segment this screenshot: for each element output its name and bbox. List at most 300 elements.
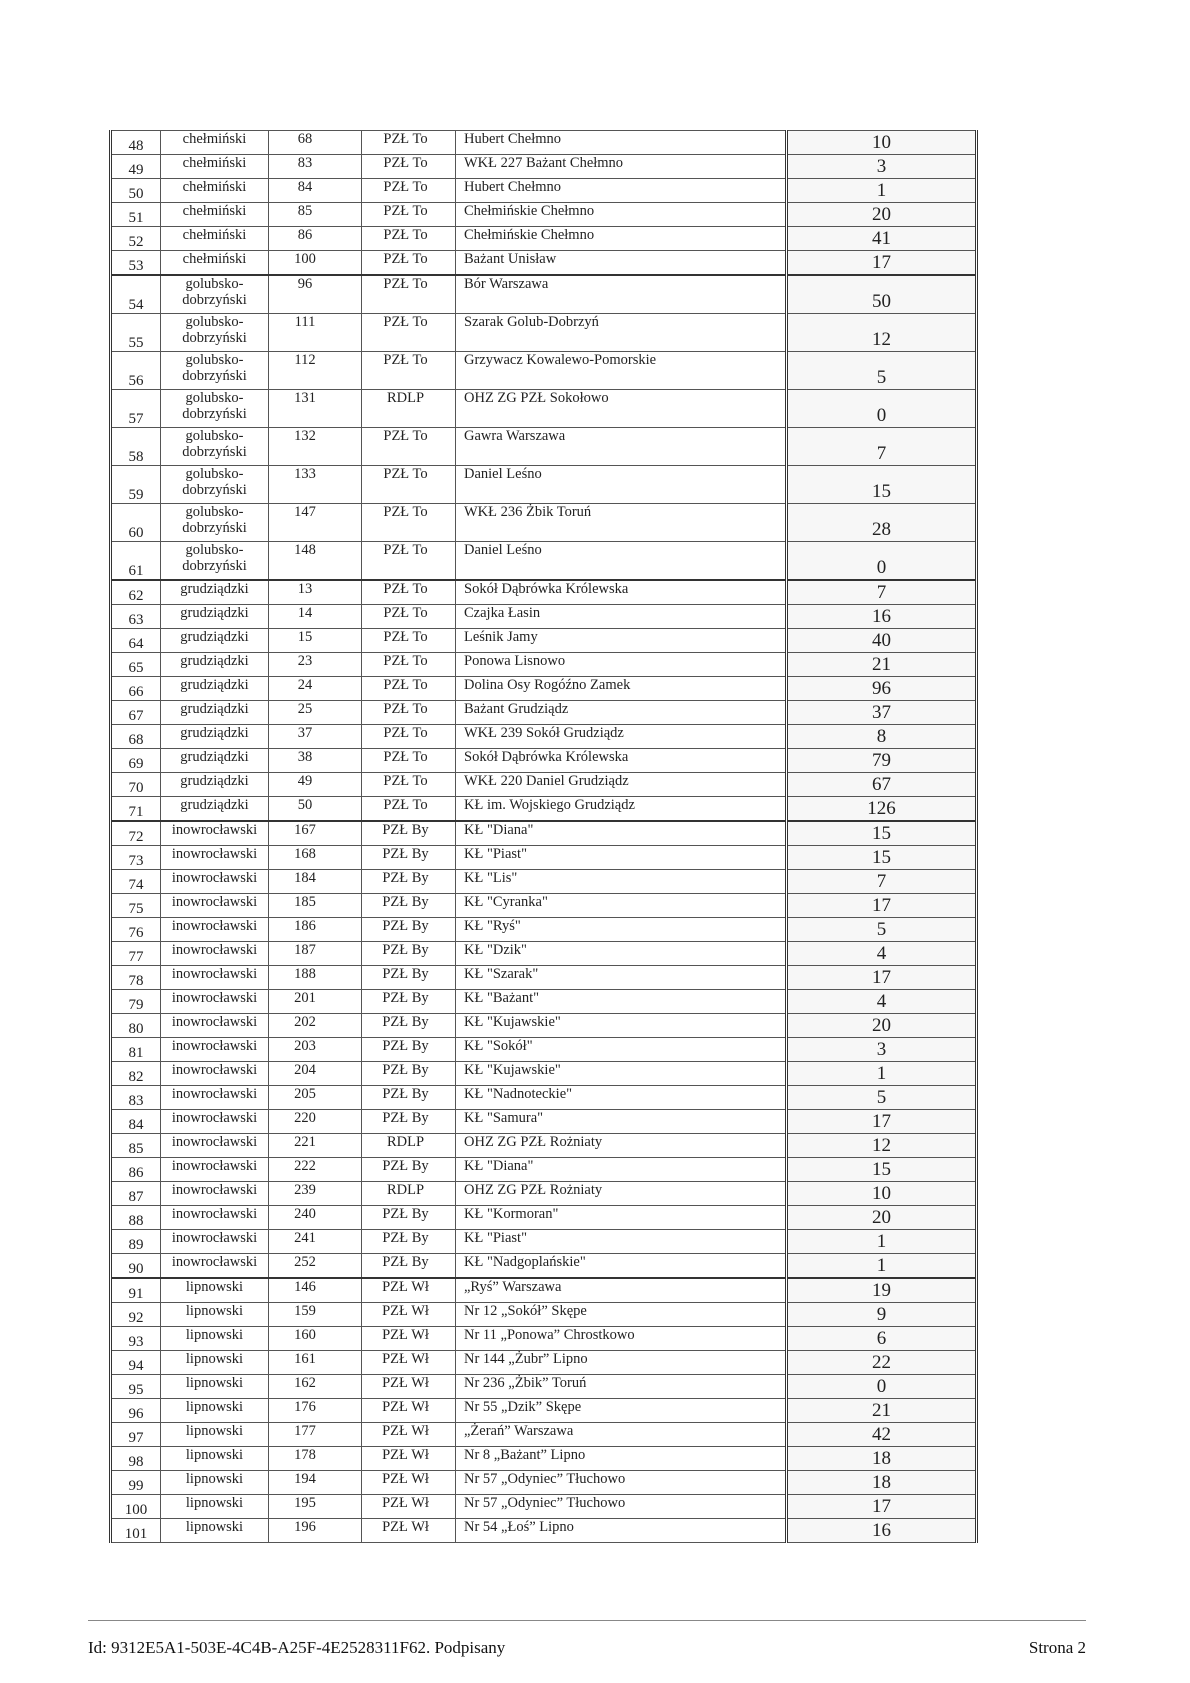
hunting-club-cell: Nr 144 „Żubr” Lipno [456, 1351, 787, 1375]
managing-org-cell: PZŁ By [362, 1254, 456, 1279]
table-row [111, 1014, 977, 1038]
row-number-cell: 79 [111, 990, 161, 1014]
managing-org-cell: PZŁ To [362, 701, 456, 725]
county-cell: chełmiński [161, 131, 269, 155]
district-number-cell: 194 [269, 1471, 362, 1495]
value-cell: 5 [787, 1086, 977, 1110]
table-row [111, 918, 977, 942]
county-cell: grudziądzki [161, 629, 269, 653]
managing-org-cell: PZŁ To [362, 428, 456, 466]
district-number-cell: 177 [269, 1423, 362, 1447]
table-row [111, 653, 977, 677]
row-number-cell: 84 [111, 1110, 161, 1134]
hunting-club-cell: KŁ "Samura" [456, 1110, 787, 1134]
district-number-cell: 68 [269, 131, 362, 155]
table-row [111, 131, 977, 155]
hunting-club-cell: OHZ ZG PZŁ Rożniaty [456, 1182, 787, 1206]
table-row [111, 1423, 977, 1447]
table-row [111, 1519, 977, 1543]
managing-org-cell: PZŁ By [362, 846, 456, 870]
county-cell: grudziądzki [161, 580, 269, 605]
county-cell: grudziądzki [161, 701, 269, 725]
value-cell: 1 [787, 1062, 977, 1086]
row-number-cell: 91 [111, 1278, 161, 1303]
district-number-cell: 112 [269, 352, 362, 390]
row-number-cell: 58 [111, 428, 161, 466]
table-row [111, 966, 977, 990]
managing-org-cell: RDLP [362, 1134, 456, 1158]
row-number-cell: 54 [111, 275, 161, 314]
managing-org-cell: PZŁ Wł [362, 1423, 456, 1447]
managing-org-cell: PZŁ To [362, 203, 456, 227]
managing-org-cell: PZŁ Wł [362, 1303, 456, 1327]
value-cell: 21 [787, 1399, 977, 1423]
hunting-club-cell: Daniel Leśno [456, 542, 787, 581]
county-cell: lipnowski [161, 1399, 269, 1423]
hunting-club-cell: Chełmińskie Chełmno [456, 227, 787, 251]
hunting-club-cell: WKŁ 227 Bażant Chełmno [456, 155, 787, 179]
county-cell: chełmiński [161, 155, 269, 179]
county-cell: golubsko-dobrzyński [161, 504, 269, 542]
district-number-cell: 49 [269, 773, 362, 797]
row-number-cell: 76 [111, 918, 161, 942]
county-cell: inowrocławski [161, 1110, 269, 1134]
row-number-cell: 64 [111, 629, 161, 653]
district-number-cell: 239 [269, 1182, 362, 1206]
hunting-club-cell: Grzywacz Kowalewo-Pomorskie [456, 352, 787, 390]
county-cell: inowrocławski [161, 1230, 269, 1254]
value-cell: 4 [787, 990, 977, 1014]
value-cell: 10 [787, 1182, 977, 1206]
county-cell: chełmiński [161, 251, 269, 276]
district-number-cell: 132 [269, 428, 362, 466]
county-cell: inowrocławski [161, 1038, 269, 1062]
district-number-cell: 133 [269, 466, 362, 504]
table-row [111, 894, 977, 918]
district-number-cell: 187 [269, 942, 362, 966]
managing-org-cell: PZŁ To [362, 251, 456, 276]
hunting-club-cell: KŁ "Sokół" [456, 1038, 787, 1062]
value-cell: 3 [787, 155, 977, 179]
row-number-cell: 55 [111, 314, 161, 352]
table-row [111, 773, 977, 797]
row-number-cell: 75 [111, 894, 161, 918]
managing-org-cell: PZŁ To [362, 504, 456, 542]
row-number-cell: 101 [111, 1519, 161, 1543]
managing-org-cell: PZŁ To [362, 227, 456, 251]
managing-org-cell: PZŁ Wł [362, 1375, 456, 1399]
footer-divider [88, 1620, 1086, 1621]
county-cell: inowrocławski [161, 846, 269, 870]
county-cell: inowrocławski [161, 894, 269, 918]
value-cell: 3 [787, 1038, 977, 1062]
hunting-club-cell: Nr 54 „Łoś” Lipno [456, 1519, 787, 1543]
value-cell: 7 [787, 870, 977, 894]
county-cell: grudziądzki [161, 797, 269, 822]
value-cell: 5 [787, 918, 977, 942]
managing-org-cell: PZŁ To [362, 131, 456, 155]
managing-org-cell: PZŁ To [362, 314, 456, 352]
district-number-cell: 240 [269, 1206, 362, 1230]
district-number-cell: 111 [269, 314, 362, 352]
district-number-cell: 241 [269, 1230, 362, 1254]
county-cell: inowrocławski [161, 870, 269, 894]
table-row [111, 1351, 977, 1375]
district-number-cell: 195 [269, 1495, 362, 1519]
district-number-cell: 167 [269, 821, 362, 846]
value-cell: 67 [787, 773, 977, 797]
value-cell: 50 [787, 275, 977, 314]
table-row [111, 179, 977, 203]
table-row [111, 942, 977, 966]
row-number-cell: 51 [111, 203, 161, 227]
county-cell: inowrocławski [161, 1182, 269, 1206]
table-row [111, 251, 977, 276]
table-row [111, 275, 977, 314]
managing-org-cell: PZŁ To [362, 275, 456, 314]
county-cell: inowrocławski [161, 1206, 269, 1230]
value-cell: 7 [787, 428, 977, 466]
value-cell: 19 [787, 1278, 977, 1303]
managing-org-cell: PZŁ By [362, 821, 456, 846]
managing-org-cell: PZŁ To [362, 155, 456, 179]
row-number-cell: 50 [111, 179, 161, 203]
table-row [111, 227, 977, 251]
county-cell: inowrocławski [161, 1014, 269, 1038]
value-cell: 10 [787, 131, 977, 155]
county-cell: inowrocławski [161, 821, 269, 846]
hunting-club-cell: Dolina Osy Rogóźno Zamek [456, 677, 787, 701]
hunting-club-cell: Hubert Chełmno [456, 179, 787, 203]
table-row [111, 1495, 977, 1519]
table-row [111, 352, 977, 390]
hunting-club-cell: Czajka Łasin [456, 605, 787, 629]
hunting-club-cell: Nr 55 „Dzik” Skępe [456, 1399, 787, 1423]
row-number-cell: 63 [111, 605, 161, 629]
row-number-cell: 92 [111, 1303, 161, 1327]
row-number-cell: 62 [111, 580, 161, 605]
value-cell: 4 [787, 942, 977, 966]
value-cell: 20 [787, 1206, 977, 1230]
managing-org-cell: PZŁ By [362, 870, 456, 894]
district-number-cell: 205 [269, 1086, 362, 1110]
hunting-club-cell: „Ryś” Warszawa [456, 1278, 787, 1303]
value-cell: 16 [787, 1519, 977, 1543]
table-row [111, 1375, 977, 1399]
table-row [111, 870, 977, 894]
row-number-cell: 61 [111, 542, 161, 581]
managing-org-cell: PZŁ To [362, 797, 456, 822]
managing-org-cell: PZŁ Wł [362, 1495, 456, 1519]
county-cell: grudziądzki [161, 725, 269, 749]
district-number-cell: 83 [269, 155, 362, 179]
county-cell: inowrocławski [161, 1086, 269, 1110]
hunting-club-cell: Nr 57 „Odyniec” Tłuchowo [456, 1495, 787, 1519]
county-cell: lipnowski [161, 1495, 269, 1519]
hunting-club-cell: Nr 57 „Odyniec” Tłuchowo [456, 1471, 787, 1495]
table-row [111, 390, 977, 428]
district-number-cell: 159 [269, 1303, 362, 1327]
hunting-club-cell: KŁ "Kormoran" [456, 1206, 787, 1230]
county-cell: golubsko-dobrzyński [161, 428, 269, 466]
hunting-club-cell: WKŁ 239 Sokół Grudziądz [456, 725, 787, 749]
county-cell: golubsko-dobrzyński [161, 542, 269, 581]
row-number-cell: 72 [111, 821, 161, 846]
value-cell: 5 [787, 352, 977, 390]
hunting-club-cell: KŁ "Diana" [456, 821, 787, 846]
value-cell: 0 [787, 542, 977, 581]
managing-org-cell: PZŁ To [362, 352, 456, 390]
table-row [111, 1399, 977, 1423]
hunting-club-cell: Bażant Grudziądz [456, 701, 787, 725]
county-cell: lipnowski [161, 1375, 269, 1399]
row-number-cell: 81 [111, 1038, 161, 1062]
row-number-cell: 89 [111, 1230, 161, 1254]
managing-org-cell: PZŁ Wł [362, 1278, 456, 1303]
value-cell: 20 [787, 1014, 977, 1038]
value-cell: 6 [787, 1327, 977, 1351]
district-number-cell: 15 [269, 629, 362, 653]
value-cell: 16 [787, 605, 977, 629]
value-cell: 126 [787, 797, 977, 822]
district-number-cell: 85 [269, 203, 362, 227]
managing-org-cell: PZŁ To [362, 653, 456, 677]
table-row [111, 1134, 977, 1158]
district-number-cell: 204 [269, 1062, 362, 1086]
managing-org-cell: PZŁ By [362, 1014, 456, 1038]
county-cell: inowrocławski [161, 1158, 269, 1182]
hunting-club-cell: KŁ "Bażant" [456, 990, 787, 1014]
table-row [111, 504, 977, 542]
hunting-club-cell: Nr 12 „Sokół” Skępe [456, 1303, 787, 1327]
hunting-club-cell: Sokół Dąbrówka Królewska [456, 749, 787, 773]
value-cell: 15 [787, 1158, 977, 1182]
hunting-club-cell: KŁ "Dzik" [456, 942, 787, 966]
county-cell: lipnowski [161, 1278, 269, 1303]
row-number-cell: 90 [111, 1254, 161, 1279]
row-number-cell: 94 [111, 1351, 161, 1375]
table-row [111, 990, 977, 1014]
county-cell: lipnowski [161, 1351, 269, 1375]
table-row [111, 1110, 977, 1134]
row-number-cell: 65 [111, 653, 161, 677]
managing-org-cell: PZŁ To [362, 773, 456, 797]
value-cell: 37 [787, 701, 977, 725]
county-cell: lipnowski [161, 1423, 269, 1447]
value-cell: 0 [787, 390, 977, 428]
table-row [111, 821, 977, 846]
row-number-cell: 71 [111, 797, 161, 822]
table-row [111, 677, 977, 701]
hunting-club-cell: Szarak Golub-Dobrzyń [456, 314, 787, 352]
value-cell: 17 [787, 894, 977, 918]
district-number-cell: 160 [269, 1327, 362, 1351]
district-number-cell: 196 [269, 1519, 362, 1543]
district-number-cell: 25 [269, 701, 362, 725]
county-cell: chełmiński [161, 227, 269, 251]
row-number-cell: 82 [111, 1062, 161, 1086]
value-cell: 79 [787, 749, 977, 773]
value-cell: 1 [787, 1230, 977, 1254]
district-number-cell: 13 [269, 580, 362, 605]
table-row [111, 701, 977, 725]
managing-org-cell: PZŁ To [362, 179, 456, 203]
table-row [111, 1062, 977, 1086]
hunting-club-cell: Nr 236 „Żbik” Toruń [456, 1375, 787, 1399]
hunting-club-cell: KŁ "Lis" [456, 870, 787, 894]
row-number-cell: 93 [111, 1327, 161, 1351]
district-number-cell: 252 [269, 1254, 362, 1279]
value-cell: 7 [787, 580, 977, 605]
row-number-cell: 67 [111, 701, 161, 725]
district-number-cell: 96 [269, 275, 362, 314]
table-row [111, 629, 977, 653]
county-cell: golubsko-dobrzyński [161, 275, 269, 314]
hunting-club-cell: KŁ "Nadnoteckie" [456, 1086, 787, 1110]
hunting-club-cell: KŁ "Nadgoplańskie" [456, 1254, 787, 1279]
managing-org-cell: PZŁ By [362, 1086, 456, 1110]
managing-org-cell: PZŁ Wł [362, 1399, 456, 1423]
row-number-cell: 77 [111, 942, 161, 966]
district-number-cell: 84 [269, 179, 362, 203]
county-cell: inowrocławski [161, 1134, 269, 1158]
row-number-cell: 70 [111, 773, 161, 797]
table-row [111, 725, 977, 749]
table-row [111, 314, 977, 352]
managing-org-cell: RDLP [362, 1182, 456, 1206]
table-row [111, 1327, 977, 1351]
value-cell: 8 [787, 725, 977, 749]
county-cell: inowrocławski [161, 1254, 269, 1279]
table-body [111, 131, 977, 1543]
document-id: Id: 9312E5A1-503E-4C4B-A25F-4E2528311F62. Podpisany [88, 1638, 506, 1657]
row-number-cell: 60 [111, 504, 161, 542]
hunting-club-cell: „Żerań” Warszawa [456, 1423, 787, 1447]
row-number-cell: 49 [111, 155, 161, 179]
table-row [111, 542, 977, 581]
county-cell: lipnowski [161, 1471, 269, 1495]
managing-org-cell: PZŁ Wł [362, 1519, 456, 1543]
value-cell: 9 [787, 1303, 977, 1327]
hunting-club-cell: KŁ "Piast" [456, 1230, 787, 1254]
district-number-cell: 100 [269, 251, 362, 276]
hunting-club-cell: OHZ ZG PZŁ Rożniaty [456, 1134, 787, 1158]
row-number-cell: 96 [111, 1399, 161, 1423]
district-number-cell: 185 [269, 894, 362, 918]
district-number-cell: 203 [269, 1038, 362, 1062]
district-number-cell: 188 [269, 966, 362, 990]
row-number-cell: 98 [111, 1447, 161, 1471]
hunting-club-cell: Nr 11 „Ponowa” Chrostkowo [456, 1327, 787, 1351]
row-number-cell: 99 [111, 1471, 161, 1495]
county-cell: grudziądzki [161, 605, 269, 629]
value-cell: 15 [787, 466, 977, 504]
district-number-cell: 131 [269, 390, 362, 428]
row-number-cell: 100 [111, 1495, 161, 1519]
row-number-cell: 74 [111, 870, 161, 894]
value-cell: 15 [787, 821, 977, 846]
row-number-cell: 86 [111, 1158, 161, 1182]
managing-org-cell: PZŁ By [362, 1206, 456, 1230]
hunting-club-cell: Daniel Leśno [456, 466, 787, 504]
hunting-club-cell: Gawra Warszawa [456, 428, 787, 466]
county-cell: inowrocławski [161, 942, 269, 966]
district-number-cell: 24 [269, 677, 362, 701]
value-cell: 17 [787, 251, 977, 276]
district-number-cell: 86 [269, 227, 362, 251]
county-cell: grudziądzki [161, 653, 269, 677]
managing-org-cell: PZŁ To [362, 466, 456, 504]
table-row [111, 605, 977, 629]
managing-org-cell: PZŁ By [362, 1158, 456, 1182]
managing-org-cell: PZŁ By [362, 1038, 456, 1062]
managing-org-cell: PZŁ To [362, 725, 456, 749]
value-cell: 18 [787, 1471, 977, 1495]
managing-org-cell: PZŁ Wł [362, 1471, 456, 1495]
value-cell: 17 [787, 1110, 977, 1134]
county-cell: inowrocławski [161, 1062, 269, 1086]
county-cell: lipnowski [161, 1447, 269, 1471]
hunting-club-cell: Leśnik Jamy [456, 629, 787, 653]
district-number-cell: 23 [269, 653, 362, 677]
district-number-cell: 186 [269, 918, 362, 942]
row-number-cell: 78 [111, 966, 161, 990]
hunting-club-cell: Sokół Dąbrówka Królewska [456, 580, 787, 605]
managing-org-cell: PZŁ To [362, 605, 456, 629]
district-number-cell: 14 [269, 605, 362, 629]
hunting-club-cell: WKŁ 220 Daniel Grudziądz [456, 773, 787, 797]
value-cell: 21 [787, 653, 977, 677]
table-row [111, 1206, 977, 1230]
table-row [111, 1182, 977, 1206]
value-cell: 96 [787, 677, 977, 701]
value-cell: 28 [787, 504, 977, 542]
value-cell: 1 [787, 1254, 977, 1279]
row-number-cell: 83 [111, 1086, 161, 1110]
managing-org-cell: RDLP [362, 390, 456, 428]
county-cell: inowrocławski [161, 966, 269, 990]
table-row [111, 1303, 977, 1327]
county-cell: chełmiński [161, 179, 269, 203]
managing-org-cell: PZŁ Wł [362, 1327, 456, 1351]
county-cell: golubsko-dobrzyński [161, 352, 269, 390]
value-cell: 15 [787, 846, 977, 870]
table-row [111, 749, 977, 773]
value-cell: 18 [787, 1447, 977, 1471]
table-row [111, 1086, 977, 1110]
county-cell: grudziądzki [161, 773, 269, 797]
managing-org-cell: PZŁ To [362, 542, 456, 581]
table-row [111, 1278, 977, 1303]
row-number-cell: 48 [111, 131, 161, 155]
value-cell: 12 [787, 314, 977, 352]
table-row [111, 580, 977, 605]
district-number-cell: 202 [269, 1014, 362, 1038]
district-number-cell: 37 [269, 725, 362, 749]
table-row [111, 155, 977, 179]
row-number-cell: 95 [111, 1375, 161, 1399]
managing-org-cell: PZŁ By [362, 1110, 456, 1134]
row-number-cell: 87 [111, 1182, 161, 1206]
hunting-club-cell: KŁ "Szarak" [456, 966, 787, 990]
managing-org-cell: PZŁ By [362, 918, 456, 942]
hunting-club-cell: KŁ "Ryś" [456, 918, 787, 942]
value-cell: 40 [787, 629, 977, 653]
county-cell: lipnowski [161, 1519, 269, 1543]
managing-org-cell: PZŁ To [362, 749, 456, 773]
county-cell: chełmiński [161, 203, 269, 227]
table-row [111, 1158, 977, 1182]
